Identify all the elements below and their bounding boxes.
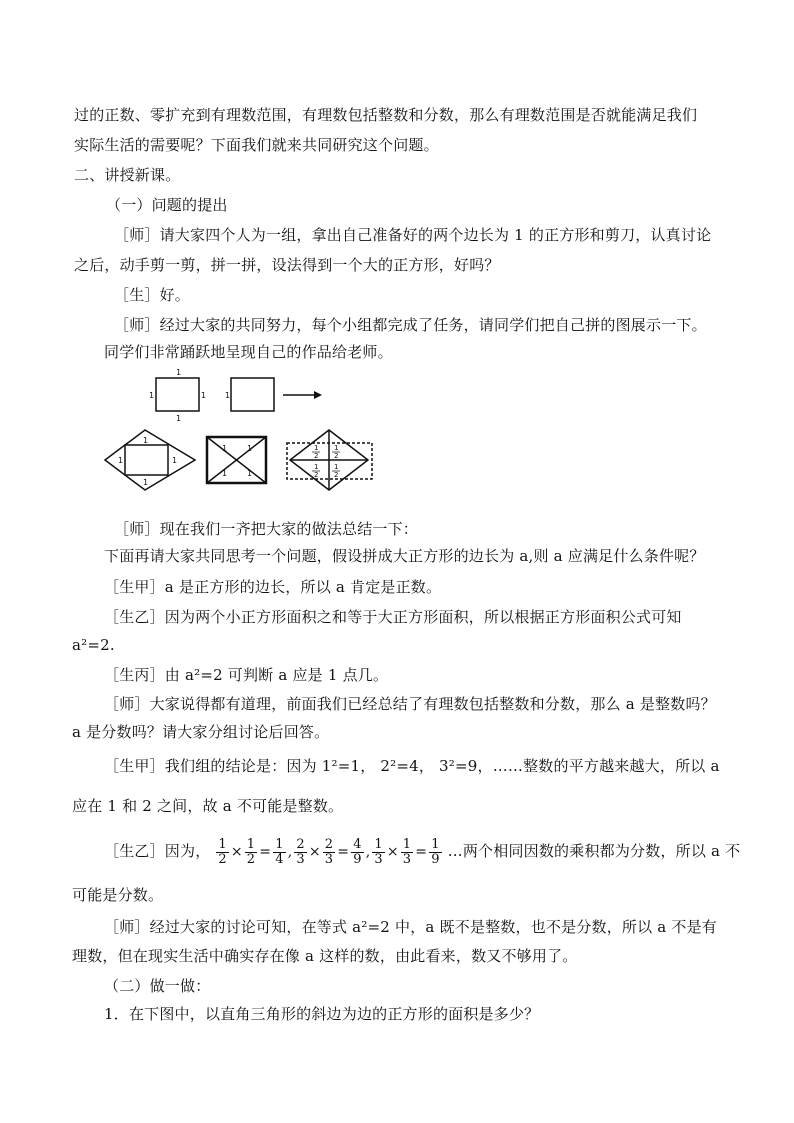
half-label-num: 1	[314, 444, 319, 452]
text-line-15: ［生丙］由 a²=2 可判断 a 应是 1 点几。	[104, 666, 389, 684]
label-1: 1	[118, 456, 124, 465]
label-1: 1	[222, 469, 228, 478]
text-line-9: 同学们非常踊跃地呈现自己的作品给老师。	[104, 343, 393, 361]
text-line-7: ［生］好。	[114, 286, 191, 304]
half-label-den: 2	[334, 471, 339, 479]
text-line-20-prefix: ［生乙］因为，	[104, 842, 211, 860]
label-1: 1	[143, 436, 149, 445]
text-line-20-suffix: …两个相同因数的乘积都为分数，所以 a 不	[447, 842, 741, 860]
text-line-17: a 是分数吗？请大家分组讨论后回答。	[72, 723, 330, 741]
half-label-num: 1	[334, 463, 339, 471]
section-heading: 二、讲授新课。	[74, 166, 181, 184]
fraction: $\frac{2}{3}$	[324, 836, 334, 867]
label-1: 1	[225, 391, 231, 400]
half-label-den: 2	[314, 471, 319, 479]
label-1: 1	[176, 414, 182, 423]
label-1: 1	[222, 444, 228, 453]
inner-square-1	[125, 445, 168, 475]
label-1: 1	[143, 478, 149, 487]
text-line-19: 应在 1 和 2 之间，故 a 不可能是整数。	[72, 797, 344, 815]
label-1: 1	[201, 391, 207, 400]
arrow-head	[314, 391, 322, 399]
text-line-8: ［师］经过大家的共同努力，每个小组都完成了任务，请同学们把自己拼的图展示一下。	[114, 316, 707, 334]
text-line-12: ［生甲］a 是正方形的边长，所以 a 肯定是正数。	[104, 578, 442, 596]
text-line-23: 理数，但在现实生活中确实存在像 a 这样的数，由此看来，数又不够用了。	[72, 947, 578, 965]
text-line-13: ［生乙］因为两个小正方形面积之和等于大正方形面积，所以根据正方形面积公式可知	[104, 608, 682, 626]
fraction: $\frac{1}{4}$	[275, 836, 284, 867]
text-line-5: ［师］请大家四个人为一组，拿出自己准备好的两个边长为 1 的正方形和剪刀，认真讨论	[114, 226, 712, 244]
fraction: $\frac{1}{2}$	[246, 836, 256, 867]
label-1: 1	[247, 444, 253, 453]
text-line-18: ［生甲］我们组的结论是：因为 1²=1， 2²=4， 3²=9，……整数的平方越来越大，所以 a	[104, 757, 720, 775]
unit-square-2	[231, 378, 274, 411]
half-label-den: 2	[334, 452, 339, 460]
subsection-heading-2: （二）做一做：	[104, 977, 211, 995]
text-line-22: ［师］经过大家的讨论可知，在等式 a²=2 中，a 既不是整数，也不是分数，所以 a 不是有	[104, 918, 717, 936]
text-line-21: 可能是分数。	[72, 886, 164, 904]
fraction: $\frac{4}{9}$	[353, 836, 362, 867]
label-1: 1	[176, 368, 182, 377]
half-label-num: 1	[334, 444, 339, 452]
fraction: $\frac{1}{2}$	[218, 836, 227, 867]
half-label-num: 1	[314, 463, 319, 471]
text-line-10: ［师］现在我们一齐把大家的做法总结一下：	[114, 520, 419, 538]
fraction: $\frac{1}{3}$	[374, 836, 383, 867]
text-line-14: a²=2.	[72, 636, 115, 654]
text-line-2: 实际生活的需要呢？下面我们就来共同研究这个问题。	[74, 136, 439, 154]
text-line-16: ［师］大家说得都有道理，前面我们已经总结了有理数包括整数和分数，那么 a 是整数吗？	[104, 695, 716, 713]
label-1: 1	[172, 456, 178, 465]
square-dissection-figure	[98, 364, 388, 498]
half-label-den: 2	[314, 452, 319, 460]
text-line-6: 之后，动手剪一剪，拼一拼，设法得到一个大的正方形，好吗？	[74, 256, 500, 274]
label-1: 1	[149, 391, 155, 400]
fraction: $\frac{1}{9}$	[431, 836, 440, 867]
fraction: $\frac{2}{3}$	[296, 836, 305, 867]
question-1: 1．在下图中，以直角三角形的斜边为边的正方形的面积是多少？	[104, 1005, 540, 1023]
text-line-1: 过的正数、零扩充到有理数范围，有理数包括整数和分数，那么有理数范围是否就能满足我们	[74, 106, 698, 124]
text-line-11: 下面再请大家共同思考一个问题，假设拼成大正方形的边长为 a,则 a 应满足什么条件呢？	[104, 547, 705, 565]
unit-square-1	[156, 378, 199, 411]
subsection-heading: （一）问题的提出	[106, 196, 228, 214]
text-line-20: ［生乙］因为， $\frac{1}{2}$ × $\frac{1}{2}$ = $\frac{1}{4}$ , $\frac{2}{3}$ × $\frac{2}{3}$ = $\frac{4}{9}$ , $\frac{1}{3}$ × $\frac{1}{3}$ = $\frac{1}{9}$ …两个相同因数的乘积都为分数，所以 a 不	[104, 836, 741, 867]
label-1: 1	[247, 469, 253, 478]
fraction: $\frac{1}{3}$	[402, 836, 412, 867]
